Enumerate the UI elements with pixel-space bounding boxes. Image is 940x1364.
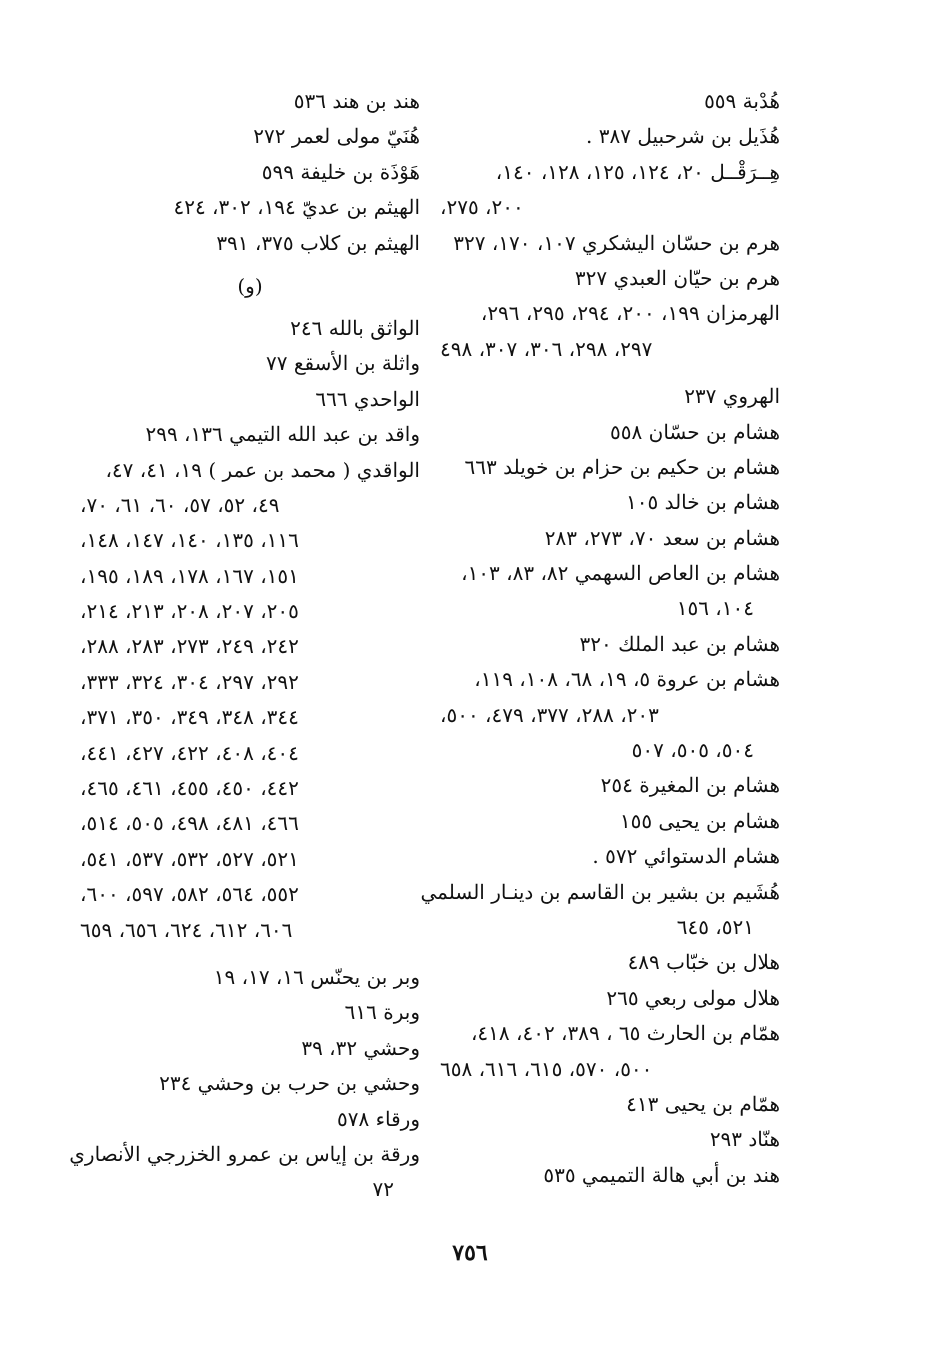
index-entry: الهيثم بن عديّ ١٩٤، ٣٠٢، ٤٢٤: [173, 195, 420, 220]
index-entry-continuation: ٧٢: [372, 1177, 394, 1202]
index-entry-continuation: ٢٠٣، ٢٨٨، ٣٧٧، ٤٧٩، ٥٠٠،: [440, 702, 659, 727]
index-entry: ورقاء ٥٧٨: [337, 1106, 420, 1131]
index-entry-continuation: ٢٤٢، ٢٤٩، ٢٧٣، ٢٨٣، ٢٨٨،: [80, 634, 299, 659]
index-entry-continuation: ٣٤٤، ٣٤٨، ٣٤٩، ٣٥٠، ٣٧١،: [80, 705, 299, 730]
index-entry: هُدْبة ٥٥٩: [704, 89, 780, 113]
index-entry: هُشَيم بن بشير بن القاسم بن دينـار السلمي: [420, 879, 780, 904]
index-entry: هشام بن خالد ١٠٥: [625, 490, 780, 515]
index-entry: هشام بن حكيم بن حزام بن خويلد ٦٦٣: [464, 454, 780, 479]
index-entry: وبرة ٦١٦: [344, 1000, 420, 1025]
index-entry: هُنَيّ مولى لعمر ٢٧٢: [253, 124, 420, 149]
entry-spacer: [80, 948, 420, 960]
index-entry: الهرمزان ١٩٩، ٢٠٠، ٢٩٤، ٢٩٥، ٢٩٦،: [480, 301, 780, 326]
index-entry-continuation: ٥٥٢، ٥٦٤، ٥٨٢، ٥٩٧، ٦٠٠،: [80, 882, 299, 907]
index-entry: هشام بن يحيى ١٥٥: [619, 808, 780, 833]
index-entry-continuation: ٤٤٢، ٤٥٠، ٤٥٥، ٤٦١، ٤٦٥،: [80, 776, 299, 801]
index-entry-continuation: ٤٦٦، ٤٨١، ٤٩٨، ٥٠٥، ٥١٤،: [80, 811, 299, 836]
index-entry: الواحدي ٦٦٦: [315, 386, 420, 411]
index-entry: هرم بن حسّان اليشكري ١٠٧، ١٧٠، ٣٢٧: [453, 230, 780, 255]
index-entry-continuation: ٤٠٤، ٤٠٨، ٤٢٢، ٤٢٧، ٤٤١،: [80, 740, 299, 765]
index-entry: وحشي ٣٢، ٣٩: [301, 1035, 420, 1060]
index-entry-continuation: ٢٩٧، ٢٩٨، ٣٠٦، ٣٠٧، ٤٩٨: [440, 336, 653, 361]
index-entry: هشام بن العاص السهمي ٨٢، ٨٣، ١٠٣،: [461, 561, 780, 586]
index-entry: هشام بن المغيرة ٢٥٤: [600, 773, 780, 798]
index-entry-continuation: ١٥١، ١٦٧، ١٧٨، ١٨٩، ١٩٥،: [80, 563, 299, 588]
index-entry: هَوْذَة بن خليفة ٥٩٩: [261, 159, 420, 184]
index-entry: هِــرَقْــل ٢٠، ١٢٤، ١٢٥، ١٢٨، ١٤٠،: [495, 159, 780, 184]
index-entry: هند بن أبي هالة التميمي ٥٣٥: [543, 1162, 780, 1187]
index-entry: هشام بن سعد ٧٠، ٢٧٣، ٢٨٣: [544, 525, 780, 550]
index-entry: الواقدي ( محمد بن عمر ) ١٩، ٤١، ٤٧،: [105, 457, 420, 482]
index-entry-continuation: ٥٢١، ٦٤٥: [676, 914, 754, 939]
index-entry: هشام بن عبد الملك ٣٢٠: [579, 631, 780, 656]
index-entry-continuation: ١٠٤، ١٥٦: [676, 596, 754, 621]
index-entry-continuation: ٢٩٢، ٢٩٧، ٣٠٤، ٣٢٤، ٣٣٣،: [80, 669, 299, 694]
index-entry-continuation: ٥٢١، ٥٢٧، ٥٣٢، ٥٣٧، ٥٤١،: [80, 846, 299, 871]
index-entry-continuation: ٤٩، ٥٢، ٥٧، ٦٠، ٦١، ٧٠،: [80, 492, 280, 517]
index-entry: هشام الدستوائي ٥٧٢ .: [592, 844, 780, 869]
index-entry-continuation: ٥٠٤، ٥٠٥، ٥٠٧: [631, 738, 754, 763]
index-entry: الواثق بالله ٢٤٦: [290, 315, 420, 340]
index-entry-continuation: ٢٠٥، ٢٠٧، ٢٠٨، ٢١٣، ٢١٤،: [80, 599, 299, 624]
index-entry-continuation: ٦٠٦، ٦١٢، ٦٢٤، ٦٥٦، ٦٥٩: [80, 917, 293, 942]
index-entry: واقد بن عبد الله التيمي ١٣٦، ٢٩٩: [145, 422, 420, 447]
index-entry-continuation: ٢٠٠، ٢٧٥،: [440, 195, 524, 220]
index-entry: واثلة بن الأسقع ٧٧: [266, 351, 420, 376]
index-entry: همّام بن الحارث ٦٥ ، ٣٨٩، ٤٠٢، ٤١٨،: [470, 1021, 780, 1046]
index-entry-continuation: ١١٦، ١٣٥، ١٤٠، ١٤٧، ١٤٨،: [80, 528, 299, 553]
section-heading: (و): [237, 273, 263, 298]
index-entry: هشام بن حسّان ٥٥٨: [610, 419, 780, 444]
index-entry: الهروي ٢٣٧: [684, 384, 780, 409]
index-column-right: [420, 84, 780, 1193]
index-entry: هرم بن حيّان العبدي ٣٢٧: [574, 265, 780, 290]
index-entry-continuation: ٥٠٠، ٥٧٠، ٦١٥، ٦١٦، ٦٥٨: [440, 1056, 653, 1081]
index-entry: هلال مولى ربعي ٢٦٥: [606, 985, 780, 1010]
index-entry: هشام بن عروة ٥، ١٩، ٦٨، ١٠٨، ١١٩،: [474, 667, 780, 692]
index-entry: همّام بن يحيى ٤١٣: [626, 1091, 780, 1116]
index-column-left: [69, 84, 420, 1208]
index-entry: هنّاد ٢٩٣: [709, 1127, 780, 1152]
index-entry: هلال بن خبّاب ٤٨٩: [627, 950, 780, 975]
index-entry: هند بن هند ٥٣٦: [293, 89, 420, 113]
index-entry: ورقة بن إياس بن عمرو الخزرجي الأنصاري: [69, 1141, 420, 1166]
index-entry: وبر بن يحنّس ١٦، ١٧، ١٩: [213, 964, 420, 989]
index-entry: هُذَيل بن شرحبيل ٣٨٧ .: [586, 124, 780, 149]
page-number: ٧٥٦: [452, 1240, 488, 1266]
index-entry: وحشي بن حرب بن وحشي ٢٣٤: [159, 1071, 420, 1096]
index-entry: الهيثم بن كلاب ٣٧٥، ٣٩١: [216, 230, 420, 255]
entry-spacer: [440, 367, 780, 379]
